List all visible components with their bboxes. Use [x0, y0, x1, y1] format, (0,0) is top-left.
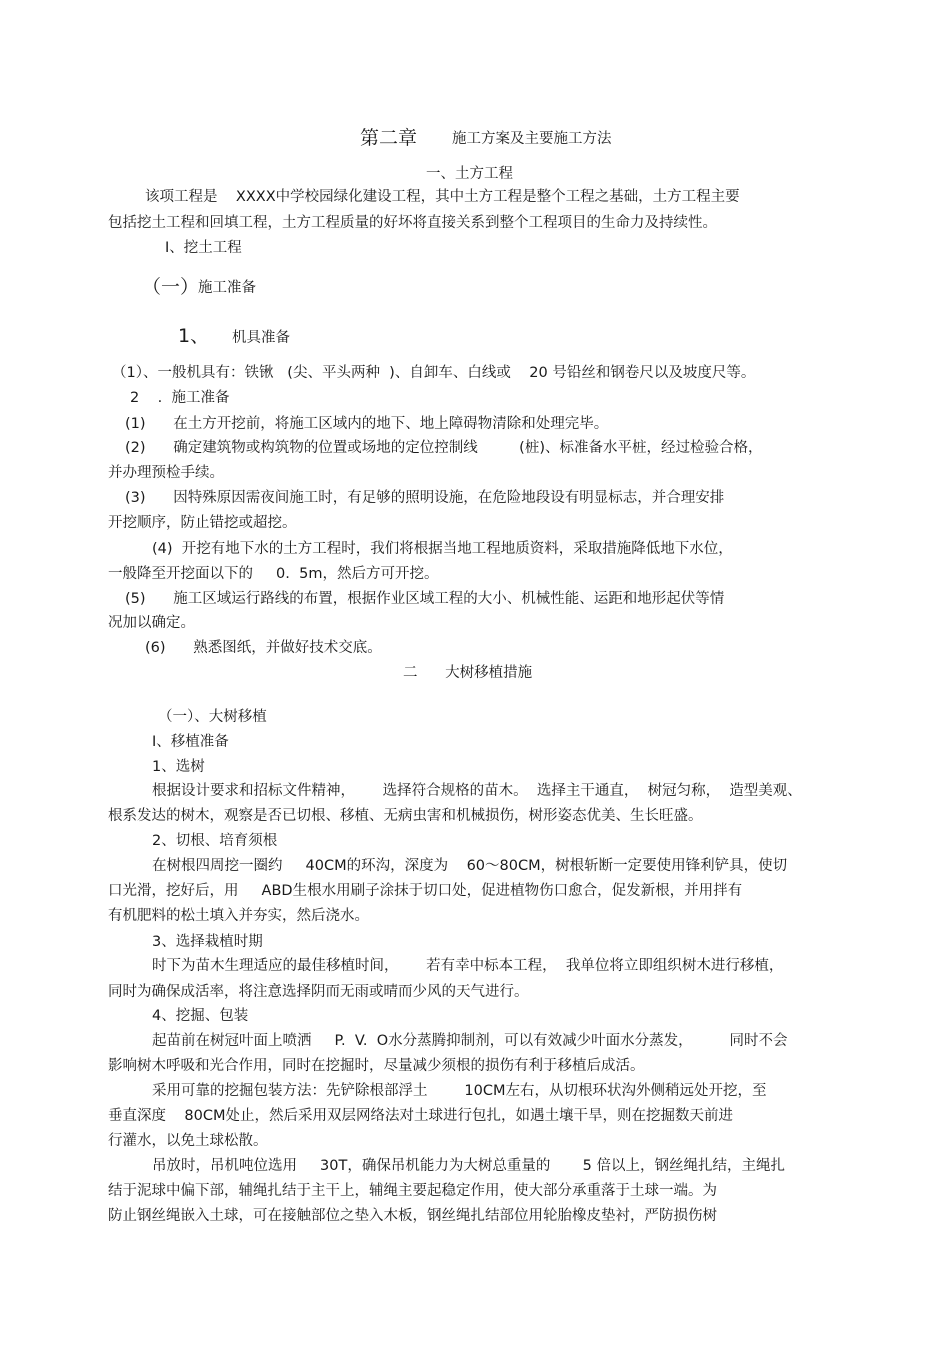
list-item: (5) 施工区域运行路线的布置，根据作业区域工程的大小、机械性能、运距和地形起伏等情 — [125, 591, 725, 607]
paragraph-line: 吊放时，吊机吨位选用 30T，确保吊机能力为大树总重量的 5 倍以上，钢丝绳扎结，主绳扎 — [152, 1158, 785, 1174]
section-heading-earthwork: 一、土方工程 — [426, 166, 513, 182]
list-item: (4) 开挖有地下水的土方工程时，我们将根据当地工程地质资料，采取措施降低地下水位， — [152, 541, 733, 557]
part-heading: （一）、大树移植 — [158, 709, 267, 725]
paragraph-line: 时下为苗木生理适应的最佳移植时间， 若有幸中标本工程， 我单位将立即组织树木进行移植， — [152, 958, 784, 974]
paragraph-line: （1）、一般机具有：铁锹 (尖、平头两种 )、自卸车、白线或 20 号铅丝和钢卷尺以及坡度尺等。 — [112, 365, 756, 381]
list-item: 并办理预检手续。 — [108, 465, 224, 481]
list-item: (2) 确定建筑物或构筑物的位置或场地的定位控制线 (桩)、标准备水平桩，经过检验合格， — [125, 440, 763, 456]
paragraph-line: 根系发达的树木，观察是否已切根、移植、无病虫害和机械损伤，树形姿态优美、生长旺盛。 — [108, 808, 703, 824]
section-heading-tree-transplant: 二 大树移植措施 — [403, 665, 533, 681]
part-title: 施工准备 — [198, 280, 256, 296]
step-title: 2、切根、培育须根 — [152, 833, 278, 849]
paragraph-line: 采用可靠的挖掘包装方法：先铲除根部浮土 10CM左右，从切根环状沟外侧稍远处开挖，至 — [152, 1083, 767, 1099]
step-title: 1、选树 — [152, 759, 205, 775]
paragraph-line: 根据设计要求和招标文件精神， 选择符合规格的苗木。 选择主干通直， 树冠匀称， 造型美观、 — [152, 783, 802, 799]
paragraph-line: 垂直深度 80CM处止，然后采用双层网络法对土球进行包扎，如遇土壤干旱，则在挖掘数天前进 — [108, 1108, 734, 1124]
paragraph-line: 同时为确保成活率，将注意选择阴而无雨或晴而少风的天气进行。 — [108, 984, 529, 1000]
item-number: 1、 — [178, 325, 210, 347]
list-item: (6) 熟悉图纸，并做好技术交底。 — [145, 640, 382, 656]
list-item: 一般降至开挖面以下的 0. 5m，然后方可开挖。 — [108, 566, 439, 582]
chapter-number: 第二章 — [360, 127, 418, 149]
item-title: 机具准备 — [232, 330, 290, 346]
subheading-excavation: Ⅰ、挖土工程 — [165, 240, 242, 256]
subheading: Ⅰ、移植准备 — [152, 734, 229, 750]
step-title: 3、选择栽植时期 — [152, 934, 263, 950]
step-title: 4、挖掘、包装 — [152, 1008, 249, 1024]
list-item: (1) 在土方开挖前，将施工区域内的地下、地上障碍物清除和处理完毕。 — [125, 416, 609, 432]
list-item: 况加以确定。 — [108, 615, 195, 631]
paragraph-line: 影响树木呼吸和光合作用，同时在挖掘时，尽量减少须根的损伤有利于移植后成活。 — [108, 1058, 645, 1074]
list-item: (3) 因特殊原因需夜间施工时，有足够的照明设施，在危险地段设有明显标志，并合理安排 — [125, 490, 725, 506]
list-item: 开挖顺序，防止错挖或超挖。 — [108, 515, 297, 531]
part-label: （一） — [142, 276, 200, 298]
paragraph-line: 口光滑，挖好后，用 ABD生根水用刷子涂抹于切口处，促进植物伤口愈合，促发新根，并用拌有 — [108, 883, 743, 899]
paragraph-line: 该项工程是 XXXX中学校园绿化建设工程，其中土方工程是整个工程之基础，土方工程主要 — [145, 189, 740, 205]
chapter-title: 施工方案及主要施工方法 — [452, 131, 612, 147]
paragraph-line: 有机肥料的松土填入并夯实，然后浇水。 — [108, 908, 369, 924]
paragraph-line: 防止钢丝绳嵌入土球，可在接触部位之垫入木板，钢丝绳扎结部位用轮胎橡皮垫衬，严防损伤树 — [108, 1208, 717, 1224]
paragraph-line: 行灌水，以免土球松散。 — [108, 1133, 268, 1149]
item-heading: 2 . 施工准备 — [130, 390, 230, 406]
paragraph-line: 结于泥球中偏下部，辅绳扎结于主干上，辅绳主要起稳定作用，使大部分承重落于土球一端。为 — [108, 1183, 717, 1199]
paragraph-line: 在树根四周挖一圈约 40CM的环沟，深度为 60～80CM，树根斩断一定要使用锋利铲具，使切 — [152, 858, 788, 874]
paragraph-line: 起苗前在树冠叶面上喷洒 P. V. O水分蒸腾抑制剂，可以有效减少叶面水分蒸发， 同时不会 — [152, 1033, 788, 1049]
paragraph-line: 包括挖土工程和回填工程，土方工程质量的好坏将直接关系到整个工程项目的生命力及持续性。 — [108, 215, 717, 231]
